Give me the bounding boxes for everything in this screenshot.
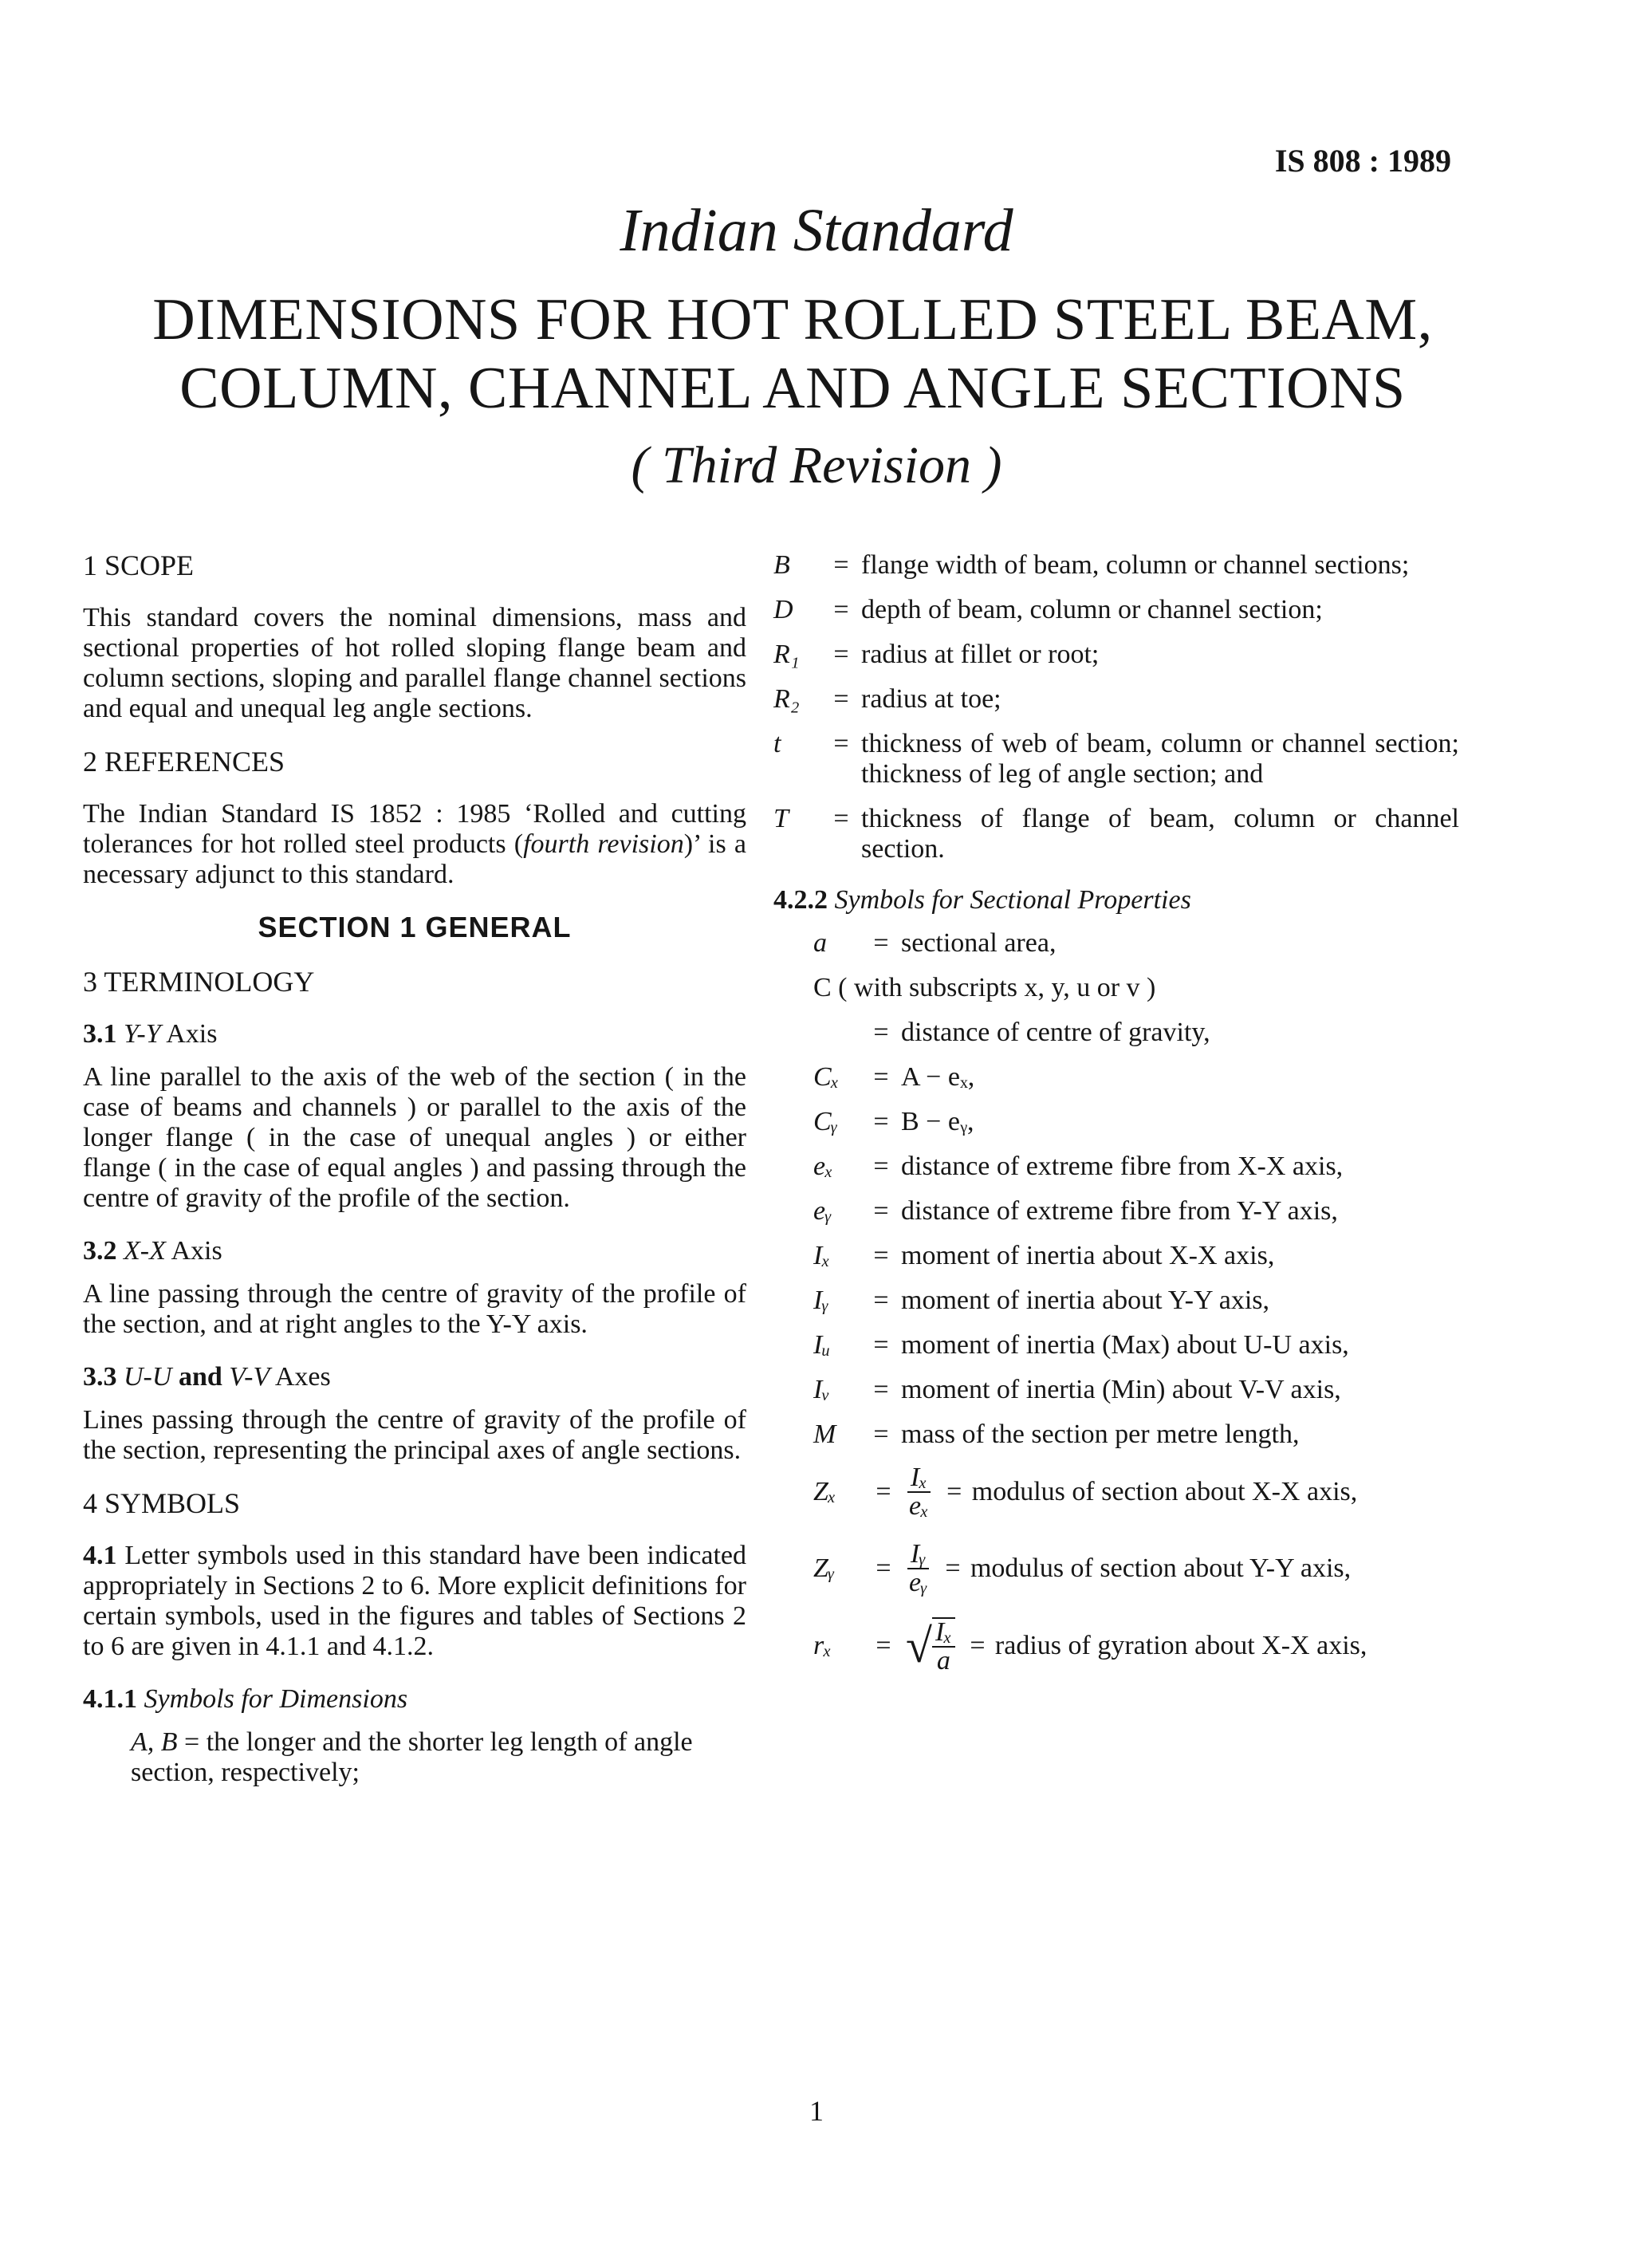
dimension-symbol: t bbox=[773, 729, 781, 758]
revision-label: ( Third Revision ) bbox=[631, 436, 1002, 494]
equals-sign: = bbox=[833, 595, 849, 624]
zx-denominator: eₓ bbox=[909, 1491, 929, 1521]
clause-4-2-2-heading bbox=[773, 885, 1459, 915]
symbol-rx-text: radius of gyration about X-X axis, bbox=[994, 1631, 1367, 1660]
property-symbol: Cᵧ bbox=[813, 1107, 838, 1136]
ref-text-b: )’ is a necessary adjunct to this standard. bbox=[83, 829, 747, 889]
equals-sign: = bbox=[833, 550, 849, 580]
clause-3-2-heading bbox=[83, 1236, 746, 1266]
zx-fraction bbox=[906, 1464, 932, 1520]
clause-3-3-axis-u: U-U bbox=[124, 1362, 172, 1392]
clause-4-1-1-heading bbox=[83, 1684, 746, 1715]
ab-text: = the longer and the shorter leg length of angle section, respectively; bbox=[131, 1727, 693, 1787]
clause-3-3-text: Lines passing through the centre of gravity of the profile of the section, representing the principal axes of angle sections. bbox=[83, 1405, 746, 1465]
sqrt-icon: √ bbox=[906, 1620, 932, 1672]
dimension-text: thickness of flange of beam, column or channel section. bbox=[861, 804, 1459, 864]
ref-text-a: The Indian Standard IS 1852 : 1985 ‘Rolled and cutting tolerances for hot rolled steel products ( bbox=[83, 799, 746, 859]
symbol-a-text: sectional area, bbox=[901, 928, 1057, 958]
equals-sign: = bbox=[873, 1419, 889, 1449]
symbol-zx-text: modulus of section about X-X axis, bbox=[971, 1477, 1358, 1506]
equals-sign: = bbox=[876, 1477, 891, 1506]
property-definition bbox=[813, 1241, 1459, 1271]
scope-heading: 1 SCOPE bbox=[83, 549, 195, 581]
dimension-definition bbox=[773, 550, 1459, 581]
equals-sign: = bbox=[873, 1241, 889, 1270]
symbol-a-sym: a bbox=[813, 928, 827, 958]
ab-definition bbox=[83, 1727, 746, 1788]
dimension-symbol: D bbox=[773, 595, 793, 624]
terminology-heading: 3 TERMINOLOGY bbox=[83, 966, 315, 998]
symbol-c-line: C ( with subscripts x, y, u or v ) bbox=[813, 973, 1156, 1002]
dimension-definition bbox=[773, 729, 1459, 789]
clause-3-3-axis-v: V-V bbox=[229, 1362, 270, 1392]
clause-3-3-title: Axes bbox=[274, 1362, 331, 1392]
zy-fraction bbox=[906, 1541, 931, 1597]
equals-sign: = bbox=[873, 1286, 889, 1315]
property-text: distance of extreme fibre from X-X axis, bbox=[901, 1152, 1344, 1181]
section-heading: SECTION 1 GENERAL bbox=[258, 911, 572, 943]
symbols-heading: 4 SYMBOLS bbox=[83, 1487, 241, 1519]
symbol-c-text: distance of centre of gravity, bbox=[901, 1018, 1210, 1047]
dimension-symbol: R₂ bbox=[773, 684, 800, 714]
dimension-text: depth of beam, column or channel section; bbox=[861, 595, 1323, 624]
symbol-rx bbox=[813, 1617, 1459, 1675]
clause-3-1-axis: Y-Y bbox=[124, 1019, 161, 1049]
dimension-text: radius at toe; bbox=[861, 684, 1001, 714]
equals-sign: = bbox=[833, 684, 849, 714]
dimension-definition bbox=[773, 595, 1459, 625]
dimension-symbol: B bbox=[773, 550, 790, 580]
clause-3-3-heading bbox=[83, 1362, 746, 1392]
property-symbol: eᵧ bbox=[813, 1196, 832, 1226]
clause-4-2-2-title: Symbols for Sectional Properties bbox=[834, 885, 1191, 915]
dimension-text: radius at fillet or root; bbox=[861, 640, 1100, 669]
symbol-zy-text: modulus of section about Y-Y axis, bbox=[970, 1553, 1352, 1583]
equals-sign: = bbox=[876, 1631, 891, 1660]
title-line-2: COLUMN, CHANNEL AND ANGLE SECTIONS bbox=[179, 356, 1406, 421]
zx-numerator: Iₓ bbox=[907, 1464, 931, 1493]
property-definition bbox=[813, 1107, 1459, 1137]
clause-3-2-title: Axis bbox=[171, 1236, 222, 1266]
symbol-zx bbox=[813, 1464, 1459, 1520]
symbol-c bbox=[861, 1018, 1459, 1048]
equals-sign: = bbox=[873, 1152, 889, 1181]
rx-denominator: a bbox=[936, 1646, 950, 1675]
equals-sign: = bbox=[873, 1196, 889, 1226]
property-definition bbox=[813, 1419, 1459, 1450]
clause-4-1-1-title: Symbols for Dimensions bbox=[144, 1684, 408, 1714]
property-text: B − eᵧ, bbox=[901, 1107, 974, 1136]
dimension-symbol: T bbox=[773, 804, 789, 833]
property-definition bbox=[813, 1330, 1459, 1360]
clause-3-1-number: 3.1 bbox=[83, 1019, 117, 1049]
rx-fraction bbox=[932, 1617, 955, 1675]
title-line-1: DIMENSIONS FOR HOT ROLLED STEEL BEAM, bbox=[152, 287, 1433, 352]
equals-sign: = bbox=[873, 1062, 889, 1092]
ab-symbol: A, B bbox=[131, 1727, 178, 1757]
equals-sign: = bbox=[873, 1330, 889, 1360]
dimension-definition bbox=[773, 640, 1459, 670]
symbol-zy bbox=[813, 1541, 1459, 1597]
property-text: A − eₓ, bbox=[901, 1062, 975, 1092]
rx-sqrt bbox=[906, 1617, 955, 1675]
dimension-text: thickness of web of beam, column or channel section; thickness of leg of angle section; and bbox=[861, 729, 1459, 789]
property-symbol: Iᵧ bbox=[813, 1286, 829, 1315]
clause-4-2-2-number: 4.2.2 bbox=[773, 885, 828, 915]
dimension-text: flange width of beam, column or channel sections; bbox=[861, 550, 1410, 580]
ref-text-italic: fourth revision bbox=[523, 829, 684, 859]
rx-numerator: Iₓ bbox=[932, 1619, 955, 1648]
clause-4-1-number: 4.1 bbox=[83, 1541, 117, 1570]
property-symbol: eₓ bbox=[813, 1152, 833, 1181]
equals-sign: = bbox=[873, 1018, 889, 1047]
property-symbols bbox=[813, 1062, 1459, 1450]
symbol-rx-sym: rₓ bbox=[813, 1631, 832, 1660]
equals-sign: = bbox=[833, 729, 849, 758]
equals-sign: = bbox=[873, 1107, 889, 1136]
property-symbol: Cₓ bbox=[813, 1062, 840, 1092]
symbol-zy-sym: Zᵧ bbox=[813, 1553, 835, 1583]
equals-sign: = bbox=[946, 1477, 962, 1506]
clause-3-1-heading bbox=[83, 1019, 746, 1049]
clause-4-1-body: Letter symbols used in this standard have been indicated appropriately in Sections 2 to 6. More explicit definitions for certain symbols, used in the figures and tables of Sections 2 to 6 are given in 4.1.1 and 4.1.2. bbox=[83, 1541, 747, 1661]
property-definition bbox=[813, 1286, 1459, 1316]
dimension-symbols bbox=[773, 550, 1459, 864]
equals-sign: = bbox=[833, 804, 849, 833]
page-number: 1 bbox=[809, 2095, 824, 2127]
references-text bbox=[83, 799, 746, 890]
standard-label: Indian Standard bbox=[620, 197, 1013, 264]
equals-sign: = bbox=[873, 928, 889, 958]
right-column bbox=[773, 550, 1459, 1695]
clause-4-1-text bbox=[83, 1541, 746, 1662]
clause-3-1-text: A line parallel to the axis of the web of the section ( in the case of beams and channels ) or parallel to the axis of the longer flange ( in the case of unequal angles ) or either flange ( in the case of equal angles ) and passing through the centre of gravity of the profile of the section. bbox=[83, 1062, 746, 1213]
document-title bbox=[48, 285, 1537, 423]
clause-3-1-title: Axis bbox=[166, 1019, 218, 1049]
clause-3-2-number: 3.2 bbox=[83, 1236, 117, 1266]
left-column bbox=[83, 550, 746, 1788]
property-symbol: Iᵤ bbox=[813, 1330, 831, 1360]
scope-text: This standard covers the nominal dimensions, mass and sectional properties of hot rolled sloping flange beam and column sections, sloping and parallel flange channel sections and equal and unequal leg angle sections. bbox=[83, 603, 746, 723]
equals-sign: = bbox=[833, 640, 849, 669]
property-text: moment of inertia (Min) about V-V axis, bbox=[901, 1375, 1341, 1404]
property-definition bbox=[813, 1062, 1459, 1093]
property-symbol: M bbox=[813, 1419, 836, 1449]
property-text: distance of extreme fibre from Y-Y axis, bbox=[901, 1196, 1338, 1226]
dimension-symbol: R₁ bbox=[773, 640, 800, 669]
zy-numerator: Iᵧ bbox=[907, 1541, 929, 1569]
property-text: moment of inertia (Max) about U-U axis, bbox=[901, 1330, 1349, 1360]
clause-4-1-1-number: 4.1.1 bbox=[83, 1684, 137, 1714]
clause-3-2-axis: X-X bbox=[124, 1236, 166, 1266]
property-definition bbox=[813, 1375, 1459, 1405]
property-definition bbox=[813, 1152, 1459, 1182]
equals-sign: = bbox=[873, 1375, 889, 1404]
property-text: moment of inertia about X-X axis, bbox=[901, 1241, 1275, 1270]
symbol-a bbox=[813, 928, 1459, 959]
dimension-definition bbox=[773, 804, 1459, 864]
property-definition bbox=[813, 1196, 1459, 1227]
clause-3-2-text: A line passing through the centre of gravity of the profile of the section, and at right angles to the Y-Y axis. bbox=[83, 1279, 746, 1339]
references-heading: 2 REFERENCES bbox=[83, 746, 285, 778]
zy-denominator: eᵧ bbox=[909, 1568, 927, 1597]
property-symbol: Iₓ bbox=[813, 1241, 830, 1270]
equals-sign: = bbox=[945, 1553, 961, 1583]
equals-sign: = bbox=[876, 1553, 891, 1583]
property-symbol: Iᵥ bbox=[813, 1375, 830, 1404]
document-number: IS 808 : 1989 bbox=[1274, 143, 1451, 179]
property-text: mass of the section per metre length, bbox=[901, 1419, 1300, 1449]
property-text: moment of inertia about Y-Y axis, bbox=[901, 1286, 1270, 1315]
symbol-zx-sym: Zₓ bbox=[813, 1477, 836, 1506]
dimension-definition bbox=[773, 684, 1459, 715]
equals-sign: = bbox=[970, 1631, 986, 1660]
clause-3-3-and: and bbox=[178, 1362, 222, 1392]
clause-3-3-number: 3.3 bbox=[83, 1362, 117, 1392]
